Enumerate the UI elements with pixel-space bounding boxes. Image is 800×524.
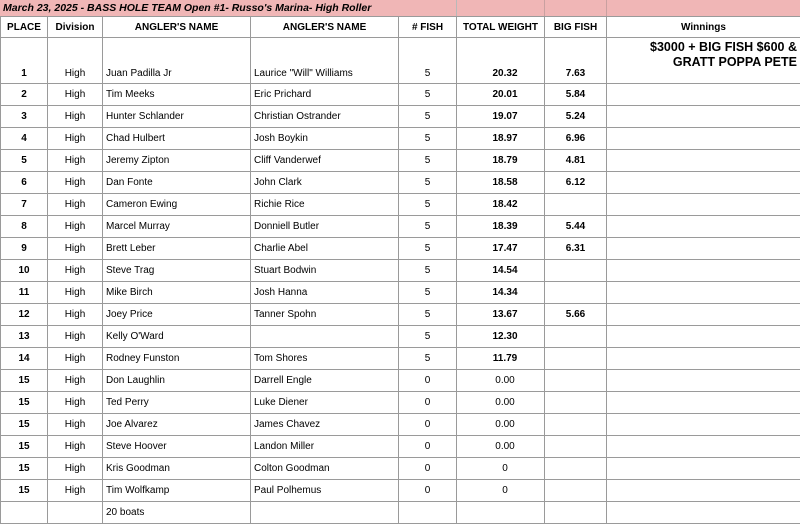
fish-count-cell: 5	[399, 106, 457, 128]
winnings-cell	[607, 348, 800, 370]
place-cell: 1	[1, 38, 48, 84]
results-table	[0, 16, 800, 524]
angler-1-cell: Steve Trag	[103, 260, 251, 282]
big-fish-cell	[545, 326, 607, 348]
total-weight-cell: 0.00	[457, 370, 545, 392]
division-cell: High	[48, 38, 103, 84]
fish-count-cell: 5	[399, 304, 457, 326]
angler-1-cell: Hunter Schlander	[103, 106, 251, 128]
big-fish-cell	[545, 194, 607, 216]
division-cell: High	[48, 172, 103, 194]
footer-row	[1, 502, 800, 524]
place-cell: 13	[1, 326, 48, 348]
division-cell: High	[48, 326, 103, 348]
angler-2-cell: Josh Hanna	[251, 282, 399, 304]
total-weight-cell: 12.30	[457, 326, 545, 348]
header-angler-1: ANGLER'S NAME	[103, 17, 251, 38]
angler-2-cell: Landon Miller	[251, 436, 399, 458]
fish-count-cell: 5	[399, 194, 457, 216]
table-row	[1, 106, 800, 128]
big-fish-cell: 5.66	[545, 304, 607, 326]
total-weight-cell: 14.54	[457, 260, 545, 282]
table-row	[1, 216, 800, 238]
angler-2-cell	[251, 326, 399, 348]
header-winnings: Winnings	[607, 17, 800, 38]
title-row	[0, 0, 800, 16]
big-fish-cell: 6.12	[545, 172, 607, 194]
angler-1-cell: Cameron Ewing	[103, 194, 251, 216]
division-cell: High	[48, 392, 103, 414]
table-row	[1, 414, 800, 436]
division-cell: High	[48, 106, 103, 128]
angler-2-cell: Richie Rice	[251, 194, 399, 216]
angler-1-cell: Don Laughlin	[103, 370, 251, 392]
total-weight-cell: 11.79	[457, 348, 545, 370]
header-total-weight: TOTAL WEIGHT	[457, 17, 545, 38]
table-row	[1, 282, 800, 304]
total-weight-cell: 0	[457, 480, 545, 502]
table-row	[1, 370, 800, 392]
winnings-cell	[607, 216, 800, 238]
total-weight-cell: 20.01	[457, 84, 545, 106]
winnings-cell	[607, 238, 800, 260]
division-cell: High	[48, 458, 103, 480]
winnings-cell	[607, 172, 800, 194]
big-fish-cell	[545, 414, 607, 436]
big-fish-cell	[545, 480, 607, 502]
total-weight-cell: 0	[457, 458, 545, 480]
angler-1-cell: Tim Meeks	[103, 84, 251, 106]
table-row	[1, 326, 800, 348]
place-cell: 8	[1, 216, 48, 238]
fish-count-cell: 0	[399, 370, 457, 392]
division-cell: High	[48, 150, 103, 172]
angler-1-cell: Tim Wolfkamp	[103, 480, 251, 502]
winnings-cell	[607, 370, 800, 392]
total-weight-cell: 0.00	[457, 392, 545, 414]
fish-count-cell: 5	[399, 326, 457, 348]
total-weight-cell: 19.07	[457, 106, 545, 128]
table-row	[1, 172, 800, 194]
table-row	[1, 304, 800, 326]
total-weight-cell: 18.39	[457, 216, 545, 238]
division-cell: High	[48, 436, 103, 458]
big-fish-cell: 6.31	[545, 238, 607, 260]
fish-count-cell: 5	[399, 38, 457, 84]
angler-1-cell: Brett Leber	[103, 238, 251, 260]
big-fish-cell	[545, 348, 607, 370]
table-row	[1, 480, 800, 502]
place-cell: 15	[1, 370, 48, 392]
angler-1-cell: Juan Padilla Jr	[103, 38, 251, 84]
winnings-cell	[607, 304, 800, 326]
fish-count-cell: 5	[399, 128, 457, 150]
place-cell: 15	[1, 458, 48, 480]
division-cell: High	[48, 480, 103, 502]
angler-2-cell: Paul Polhemus	[251, 480, 399, 502]
total-weight-cell: 13.67	[457, 304, 545, 326]
angler-2-cell: Luke Diener	[251, 392, 399, 414]
big-fish-cell	[545, 436, 607, 458]
header-fish: # FISH	[399, 17, 457, 38]
header-place: PLACE	[1, 17, 48, 38]
table-row	[1, 194, 800, 216]
total-weight-cell: 14.34	[457, 282, 545, 304]
winnings-cell	[607, 392, 800, 414]
winnings-cell	[607, 458, 800, 480]
angler-2-cell: Charlie Abel	[251, 238, 399, 260]
angler-2-cell: Josh Boykin	[251, 128, 399, 150]
division-cell: High	[48, 194, 103, 216]
big-fish-cell: 5.24	[545, 106, 607, 128]
table-row	[1, 392, 800, 414]
place-cell: 2	[1, 84, 48, 106]
division-cell: High	[48, 414, 103, 436]
division-cell: High	[48, 348, 103, 370]
big-fish-cell: 4.81	[545, 150, 607, 172]
table-row	[1, 84, 800, 106]
header-angler-2: ANGLER'S NAME	[251, 17, 399, 38]
table-row	[1, 128, 800, 150]
big-fish-cell: 5.44	[545, 216, 607, 238]
angler-1-cell: Jeremy Zipton	[103, 150, 251, 172]
table-row	[1, 150, 800, 172]
fish-count-cell: 5	[399, 172, 457, 194]
winnings-cell	[607, 414, 800, 436]
total-weight-cell: 18.97	[457, 128, 545, 150]
angler-2-cell: Tanner Spohn	[251, 304, 399, 326]
place-cell: 15	[1, 480, 48, 502]
division-cell: High	[48, 216, 103, 238]
sheet-title: March 23, 2025 - BASS HOLE TEAM Open #1- Russo's Marina- High Roller	[0, 0, 457, 16]
angler-2-cell: Cliff Vanderwef	[251, 150, 399, 172]
place-cell: 14	[1, 348, 48, 370]
big-fish-cell	[545, 260, 607, 282]
total-weight-cell: 20.32	[457, 38, 545, 84]
place-cell: 11	[1, 282, 48, 304]
place-cell: 15	[1, 436, 48, 458]
angler-2-cell: Eric Prichard	[251, 84, 399, 106]
fish-count-cell: 5	[399, 260, 457, 282]
winnings-cell	[607, 436, 800, 458]
angler-1-cell: Joe Alvarez	[103, 414, 251, 436]
header-row	[1, 17, 800, 38]
total-weight-cell: 0.00	[457, 414, 545, 436]
winnings-cell	[607, 106, 800, 128]
winnings-cell	[607, 194, 800, 216]
winnings-cell	[607, 150, 800, 172]
angler-1-cell: Chad Hulbert	[103, 128, 251, 150]
place-cell: 3	[1, 106, 48, 128]
division-cell: High	[48, 238, 103, 260]
fish-count-cell: 0	[399, 414, 457, 436]
header-big-fish: BIG FISH	[545, 17, 607, 38]
fish-count-cell: 0	[399, 436, 457, 458]
division-cell: High	[48, 84, 103, 106]
angler-1-cell: Marcel Murray	[103, 216, 251, 238]
angler-2-cell: James Chavez	[251, 414, 399, 436]
fish-count-cell: 5	[399, 150, 457, 172]
boat-count: 20 boats	[103, 502, 251, 524]
angler-2-cell: Donniell Butler	[251, 216, 399, 238]
fish-count-cell: 0	[399, 458, 457, 480]
place-cell: 12	[1, 304, 48, 326]
angler-2-cell: Colton Goodman	[251, 458, 399, 480]
winnings-cell: $3000 + BIG FISH $600 & GRATT POPPA PETE	[607, 38, 800, 84]
winnings-cell	[607, 84, 800, 106]
title-fill	[457, 0, 800, 16]
angler-1-cell: Kelly O'Ward	[103, 326, 251, 348]
fish-count-cell: 5	[399, 84, 457, 106]
table-row	[1, 458, 800, 480]
table-row	[1, 38, 800, 84]
angler-1-cell: Steve Hoover	[103, 436, 251, 458]
big-fish-cell	[545, 282, 607, 304]
angler-2-cell: Laurice "Will" Williams	[251, 38, 399, 84]
angler-1-cell: Kris Goodman	[103, 458, 251, 480]
place-cell: 6	[1, 172, 48, 194]
angler-2-cell: John Clark	[251, 172, 399, 194]
winnings-cell	[607, 260, 800, 282]
place-cell: 15	[1, 414, 48, 436]
place-cell: 5	[1, 150, 48, 172]
big-fish-cell: 6.96	[545, 128, 607, 150]
table-row	[1, 238, 800, 260]
angler-1-cell: Rodney Funston	[103, 348, 251, 370]
angler-1-cell: Ted Perry	[103, 392, 251, 414]
big-fish-cell	[545, 392, 607, 414]
winnings-cell	[607, 282, 800, 304]
big-fish-cell: 7.63	[545, 38, 607, 84]
winnings-cell	[607, 480, 800, 502]
place-cell: 9	[1, 238, 48, 260]
total-weight-cell: 18.58	[457, 172, 545, 194]
header-division: Division	[48, 17, 103, 38]
division-cell: High	[48, 260, 103, 282]
big-fish-cell: 5.84	[545, 84, 607, 106]
fish-count-cell: 5	[399, 282, 457, 304]
table-row	[1, 436, 800, 458]
place-cell: 10	[1, 260, 48, 282]
angler-2-cell: Darrell Engle	[251, 370, 399, 392]
place-cell: 7	[1, 194, 48, 216]
table-row	[1, 348, 800, 370]
division-cell: High	[48, 370, 103, 392]
total-weight-cell: 18.79	[457, 150, 545, 172]
place-cell: 4	[1, 128, 48, 150]
big-fish-cell	[545, 370, 607, 392]
fish-count-cell: 0	[399, 392, 457, 414]
fish-count-cell: 5	[399, 238, 457, 260]
angler-1-cell: Joey Price	[103, 304, 251, 326]
angler-2-cell: Stuart Bodwin	[251, 260, 399, 282]
big-fish-cell	[545, 458, 607, 480]
total-weight-cell: 18.42	[457, 194, 545, 216]
winnings-cell	[607, 326, 800, 348]
winnings-cell	[607, 128, 800, 150]
total-weight-cell: 17.47	[457, 238, 545, 260]
place-cell: 15	[1, 392, 48, 414]
angler-1-cell: Dan Fonte	[103, 172, 251, 194]
division-cell: High	[48, 304, 103, 326]
fish-count-cell: 5	[399, 216, 457, 238]
fish-count-cell: 5	[399, 348, 457, 370]
angler-2-cell: Christian Ostrander	[251, 106, 399, 128]
angler-1-cell: Mike Birch	[103, 282, 251, 304]
division-cell: High	[48, 282, 103, 304]
table-row	[1, 260, 800, 282]
total-weight-cell: 0.00	[457, 436, 545, 458]
angler-2-cell: Tom Shores	[251, 348, 399, 370]
fish-count-cell: 0	[399, 480, 457, 502]
division-cell: High	[48, 128, 103, 150]
